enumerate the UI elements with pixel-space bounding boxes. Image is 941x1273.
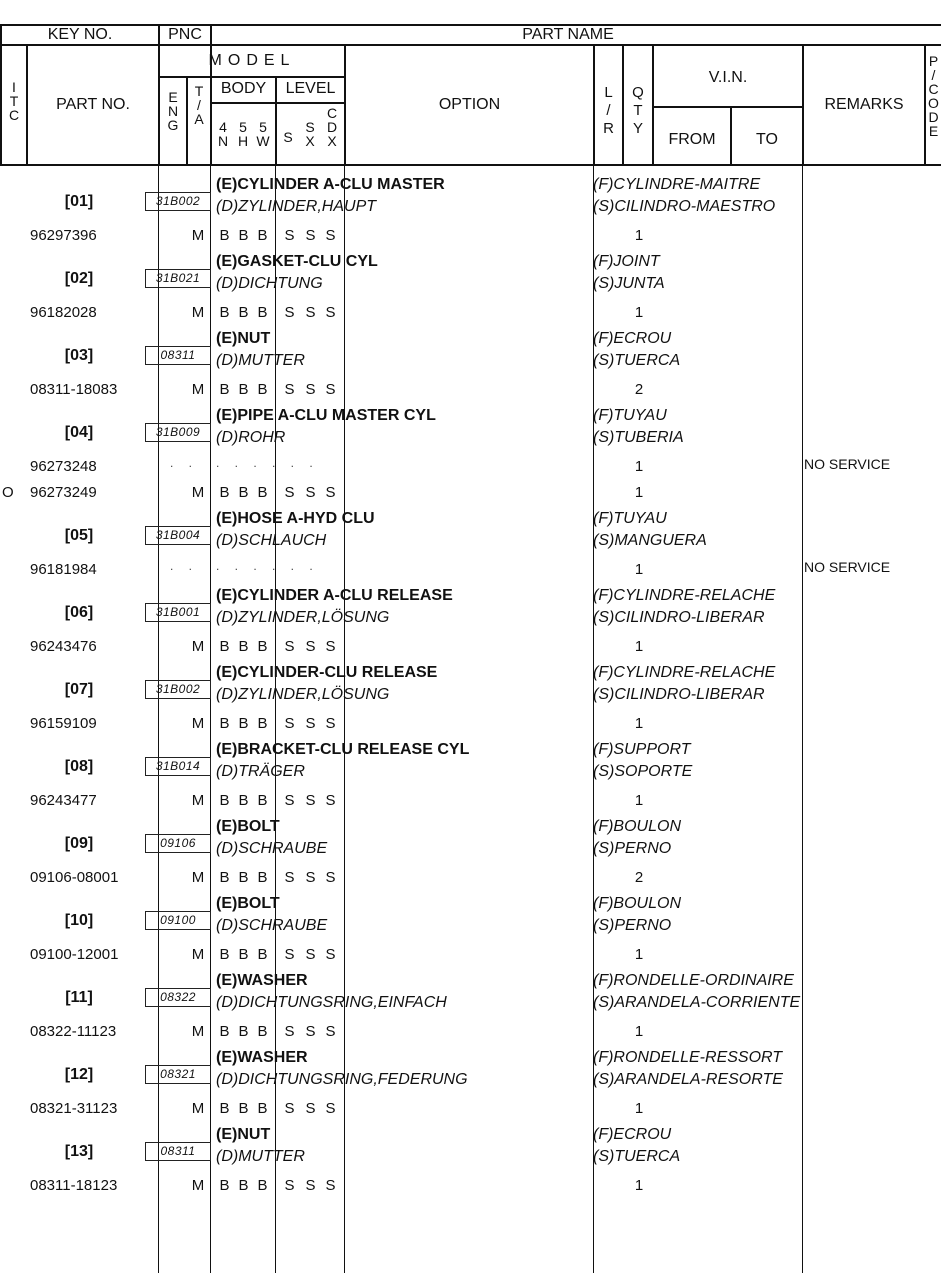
part-no-header: PART NO.	[56, 96, 130, 113]
qty-header: Q T Y	[632, 84, 644, 137]
part-number: 96243477	[30, 792, 97, 809]
model-availability: B	[238, 381, 249, 398]
quantity: 1	[634, 1177, 644, 1194]
part-name-de: (D)ZYLINDER,HAUPT	[216, 198, 377, 215]
model-availability: S	[325, 381, 336, 398]
part-number: 08321-31123	[30, 1100, 118, 1117]
model-availability: B	[257, 1023, 268, 1040]
part-name-es: (S)CILINDRO-MAESTRO	[593, 198, 776, 215]
part-number: 08322-11123	[30, 1023, 117, 1040]
model-availability: B	[238, 304, 249, 321]
quantity: 2	[634, 869, 644, 886]
model-availability: B	[257, 792, 268, 809]
part-number: 96273248	[30, 458, 97, 475]
part-name-en: (E)CYLINDER A-CLU MASTER	[216, 176, 445, 193]
model-availability: S	[325, 484, 336, 501]
model-availability: B	[257, 484, 268, 501]
part-name-de: (D)ZYLINDER,LÖSUNG	[216, 609, 390, 626]
ta-header: T / A	[194, 83, 204, 127]
part-name-es: (S)MANGUERA	[593, 532, 707, 549]
part-number: 96181984	[30, 561, 97, 578]
part-name-es: (S)JUNTA	[593, 275, 665, 292]
model-availability: B	[219, 869, 230, 886]
model-availability: B	[219, 946, 230, 963]
model-availability: S	[305, 1177, 316, 1194]
part-name-de: (D)ROHR	[216, 429, 286, 446]
remarks-header: REMARKS	[824, 96, 904, 113]
key-no: [10]	[64, 912, 94, 929]
key-no: [05]	[64, 527, 94, 544]
part-number: 08311-18083	[30, 381, 118, 398]
quantity: 1	[634, 458, 644, 475]
itc-header: I T C	[8, 79, 20, 123]
model-availability: S	[325, 715, 336, 732]
quantity: 2	[634, 381, 644, 398]
key-no: [07]	[64, 681, 94, 698]
pnc-code: 08321	[145, 1065, 211, 1084]
model-availability: B	[238, 1100, 249, 1117]
transaxle-code: M	[191, 1023, 205, 1040]
model-availability: S	[325, 1100, 336, 1117]
key-no: [13]	[64, 1143, 94, 1160]
model-availability: B	[257, 869, 268, 886]
quantity: 1	[634, 1100, 644, 1117]
part-name-en: (E)WASHER	[216, 1049, 308, 1066]
remarks-text: NO SERVICE	[804, 456, 891, 472]
part-name-es: (S)TUBERIA	[593, 429, 684, 446]
transaxle-code: M	[191, 792, 205, 809]
model-availability: S	[305, 381, 316, 398]
model-availability: B	[238, 1023, 249, 1040]
model-availability: S	[325, 792, 336, 809]
part-name-es: (S)TUERCA	[593, 352, 681, 369]
transaxle-code: M	[191, 1100, 205, 1117]
model-availability: B	[257, 638, 268, 655]
part-number: 96273249	[30, 484, 97, 501]
quantity: 1	[634, 715, 644, 732]
option-header: OPTION	[438, 96, 501, 113]
level-col-sx: S X	[305, 119, 315, 149]
transaxle-code: M	[191, 304, 205, 321]
model-availability: B	[219, 484, 230, 501]
pnc-code: 31B014	[145, 757, 211, 776]
model-availability: S	[305, 227, 316, 244]
part-name-de: (D)DICHTUNGSRING,EINFACH	[216, 994, 447, 1011]
part-name-de: (D)MUTTER	[216, 1148, 305, 1165]
part-name-en: (E)CYLINDER A-CLU RELEASE	[216, 587, 453, 604]
body-header: BODY	[220, 80, 267, 97]
model-availability: B	[238, 1177, 249, 1194]
key-no: [09]	[64, 835, 94, 852]
key-no: [03]	[64, 347, 94, 364]
key-no: [08]	[64, 758, 94, 775]
pnc-code: 08322	[145, 988, 211, 1007]
model-availability: S	[305, 484, 316, 501]
model-availability: B	[238, 792, 249, 809]
eng-header: E N G	[167, 89, 179, 133]
model-availability: B	[219, 1100, 230, 1117]
part-name-fr: (F)SUPPORT	[593, 741, 691, 758]
model-availability: S	[325, 1023, 336, 1040]
transaxle-code: M	[191, 946, 205, 963]
pnc-code: 08311	[145, 1142, 211, 1161]
model-availability: B	[219, 1023, 230, 1040]
model-availability: S	[305, 1023, 316, 1040]
part-name-fr: (F)TUYAU	[593, 407, 667, 424]
body-col-5w: 5 W	[256, 119, 270, 149]
level-col-s: S	[283, 129, 293, 145]
model-availability: S	[325, 1177, 336, 1194]
model-not-applicable: . . . . . .	[216, 559, 319, 573]
body-col-5h: 5 H	[237, 119, 249, 149]
model-availability: S	[325, 304, 336, 321]
pnc-code: 31B021	[145, 269, 211, 288]
body-col-4n: 4 N	[217, 119, 229, 149]
quantity: 1	[634, 946, 644, 963]
pcode-header: P / C O D E	[928, 53, 939, 139]
model-availability: B	[257, 381, 268, 398]
transaxle-code: M	[191, 1177, 205, 1194]
model-availability: S	[325, 946, 336, 963]
model-availability: B	[219, 638, 230, 655]
key-no: [06]	[64, 604, 94, 621]
vin-to-header: TO	[756, 131, 778, 148]
model-availability: B	[219, 1177, 230, 1194]
part-name-es: (S)TUERCA	[593, 1148, 681, 1165]
model-availability: S	[284, 1177, 295, 1194]
model-availability: S	[284, 484, 295, 501]
part-name-fr: (F)JOINT	[593, 253, 660, 270]
model-availability: B	[238, 946, 249, 963]
model-not-applicable: . .	[170, 559, 199, 573]
model-availability: B	[219, 792, 230, 809]
model-availability: S	[284, 1100, 295, 1117]
quantity: 1	[634, 561, 644, 578]
key-no: [11]	[65, 989, 93, 1006]
model-availability: B	[257, 304, 268, 321]
model-availability: S	[305, 304, 316, 321]
transaxle-code: M	[191, 715, 205, 732]
pnc-code: 31B001	[145, 603, 211, 622]
key-no: [12]	[64, 1066, 94, 1083]
part-name-de: (D)DICHTUNGSRING,FEDERUNG	[216, 1071, 468, 1088]
transaxle-code: M	[191, 227, 205, 244]
part-name-fr: (F)TUYAU	[593, 510, 667, 527]
key-no: [01]	[64, 193, 94, 210]
part-name-header: PART NAME	[522, 26, 614, 43]
model-availability: B	[219, 227, 230, 244]
model-availability: B	[238, 227, 249, 244]
transaxle-code: M	[191, 638, 205, 655]
model-availability: B	[257, 715, 268, 732]
part-name-fr: (F)CYLINDRE-MAITRE	[593, 176, 761, 193]
part-name-es: (S)ARANDELA-RESORTE	[593, 1071, 783, 1088]
part-name-fr: (F)CYLINDRE-RELACHE	[593, 587, 776, 604]
pnc-code: 09106	[145, 834, 211, 853]
part-number: 96182028	[30, 304, 97, 321]
lr-header: L / R	[603, 84, 614, 137]
part-name-en: (E)BOLT	[216, 895, 280, 912]
model-availability: S	[325, 869, 336, 886]
level-header: LEVEL	[285, 80, 336, 97]
part-name-en: (E)BRACKET-CLU RELEASE CYL	[216, 741, 470, 758]
part-name-de: (D)TRÄGER	[216, 763, 305, 780]
part-name-en: (E)GASKET-CLU CYL	[216, 253, 378, 270]
model-availability: S	[284, 946, 295, 963]
quantity: 1	[634, 227, 644, 244]
part-name-es: (S)SOPORTE	[593, 763, 693, 780]
part-number: 09100-12001	[30, 946, 119, 963]
part-name-en: (E)BOLT	[216, 818, 280, 835]
part-name-de: (D)ZYLINDER,LÖSUNG	[216, 686, 390, 703]
pnc-code: 31B004	[145, 526, 211, 545]
remarks-text: NO SERVICE	[804, 559, 891, 575]
model-availability: S	[325, 638, 336, 655]
pnc-code: 31B009	[145, 423, 211, 442]
part-name-es: (S)PERNO	[593, 840, 672, 857]
quantity: 1	[634, 638, 644, 655]
model-availability: B	[257, 227, 268, 244]
model-availability: B	[238, 869, 249, 886]
part-name-de: (D)SCHRAUBE	[216, 917, 328, 934]
part-name-es: (S)PERNO	[593, 917, 672, 934]
model-availability: S	[305, 869, 316, 886]
model-availability: S	[284, 381, 295, 398]
part-name-en: (E)CYLINDER-CLU RELEASE	[216, 664, 438, 681]
part-name-de: (D)SCHLAUCH	[216, 532, 327, 549]
part-name-en: (E)NUT	[216, 330, 271, 347]
quantity: 1	[634, 792, 644, 809]
model-availability: S	[284, 792, 295, 809]
model-availability: S	[305, 792, 316, 809]
table-header	[0, 24, 941, 166]
part-name-en: (E)NUT	[216, 1126, 271, 1143]
model-availability: S	[325, 227, 336, 244]
part-number: 08311-18123	[30, 1177, 118, 1194]
part-number: 96297396	[30, 227, 97, 244]
model-availability: S	[284, 638, 295, 655]
model-availability: B	[219, 715, 230, 732]
model-availability: B	[238, 638, 249, 655]
model-availability: S	[284, 304, 295, 321]
part-number: 96159109	[30, 715, 97, 732]
part-name-fr: (F)ECROU	[593, 330, 672, 347]
model-availability: S	[284, 227, 295, 244]
model-availability: S	[305, 1100, 316, 1117]
transaxle-code: M	[191, 484, 205, 501]
part-name-es: (S)CILINDRO-LIBERAR	[593, 686, 765, 703]
model-availability: B	[257, 946, 268, 963]
part-name-fr: (F)RONDELLE-ORDINAIRE	[593, 972, 794, 989]
part-name-en: (E)HOSE A-HYD CLU	[216, 510, 375, 527]
model-availability: B	[257, 1177, 268, 1194]
model-availability: B	[238, 484, 249, 501]
part-name-es: (S)ARANDELA-CORRIENTE	[593, 994, 801, 1011]
part-name-de: (D)SCHRAUBE	[216, 840, 328, 857]
level-col-cdx: C D X	[326, 105, 338, 149]
model-header: MODEL	[208, 52, 296, 69]
pnc-header: PNC	[168, 26, 202, 43]
vin-from-header: FROM	[668, 131, 716, 148]
part-number: 09106-08001	[30, 869, 119, 886]
pnc-code: 08311	[145, 346, 211, 365]
model-availability: B	[257, 1100, 268, 1117]
quantity: 1	[634, 304, 644, 321]
part-name-en: (E)WASHER	[216, 972, 308, 989]
model-availability: S	[284, 715, 295, 732]
pnc-code: 31B002	[145, 192, 211, 211]
model-not-applicable: . . . . . .	[216, 456, 319, 470]
model-availability: S	[284, 1023, 295, 1040]
key-no: [02]	[64, 270, 94, 287]
part-name-de: (D)DICHTUNG	[216, 275, 323, 292]
model-availability: B	[219, 381, 230, 398]
quantity: 1	[634, 484, 644, 501]
model-availability: S	[305, 946, 316, 963]
vin-header: V.I.N.	[708, 69, 748, 86]
part-name-fr: (F)ECROU	[593, 1126, 672, 1143]
model-availability: S	[284, 869, 295, 886]
model-not-applicable: . .	[170, 456, 199, 470]
model-availability: S	[305, 638, 316, 655]
itc-mark: O	[2, 484, 14, 501]
key-no: [04]	[64, 424, 94, 441]
part-name-fr: (F)CYLINDRE-RELACHE	[593, 664, 776, 681]
part-name-de: (D)MUTTER	[216, 352, 305, 369]
part-name-fr: (F)BOULON	[593, 895, 681, 912]
pnc-code: 31B002	[145, 680, 211, 699]
model-availability: B	[219, 304, 230, 321]
part-name-fr: (F)BOULON	[593, 818, 681, 835]
model-availability: S	[305, 715, 316, 732]
part-name-en: (E)PIPE A-CLU MASTER CYL	[216, 407, 436, 424]
quantity: 1	[634, 1023, 644, 1040]
part-name-fr: (F)RONDELLE-RESSORT	[593, 1049, 783, 1066]
part-number: 96243476	[30, 638, 97, 655]
part-name-es: (S)CILINDRO-LIBERAR	[593, 609, 765, 626]
transaxle-code: M	[191, 381, 205, 398]
pnc-code: 09100	[145, 911, 211, 930]
transaxle-code: M	[191, 869, 205, 886]
key-no-header: KEY NO.	[47, 26, 113, 43]
model-availability: B	[238, 715, 249, 732]
